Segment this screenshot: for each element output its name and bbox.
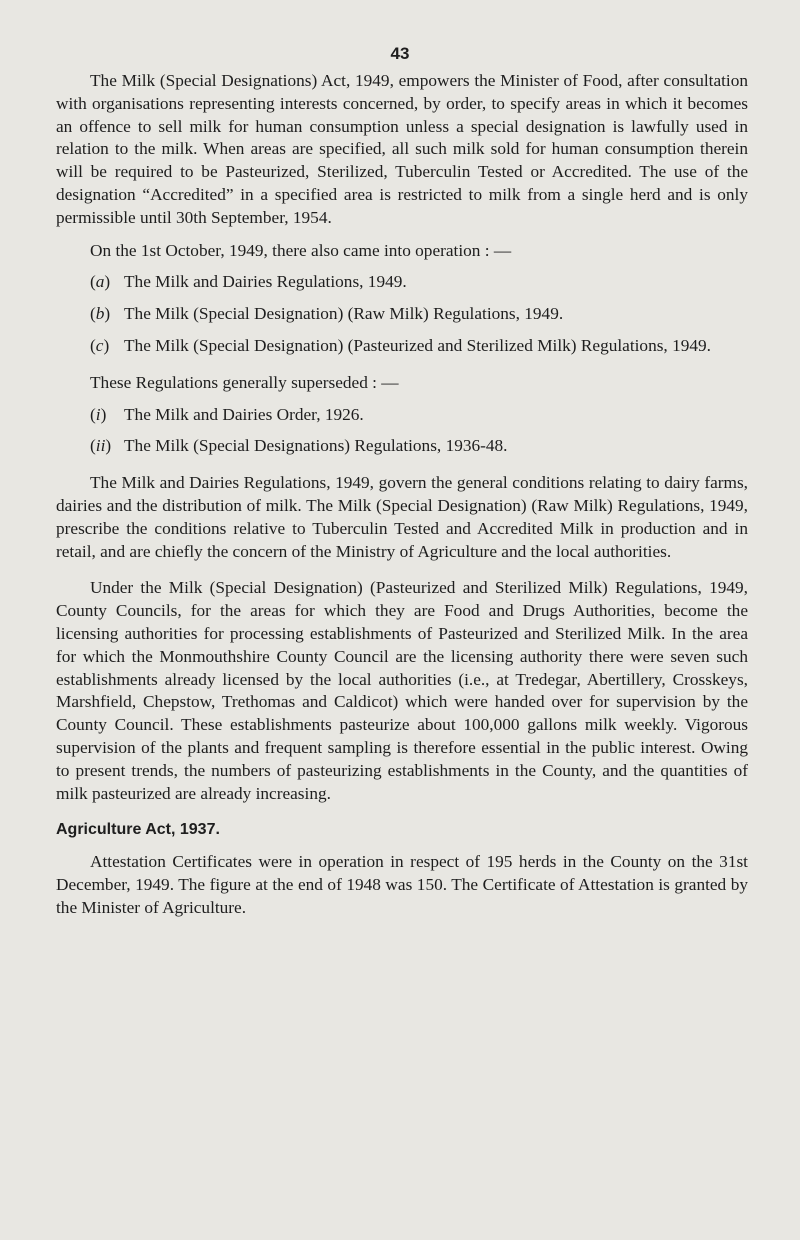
- paragraph-superseded: These Regulations generally superseded : —: [90, 372, 399, 392]
- list-item-label: ii: [95, 436, 106, 456]
- list-item: (a) The Milk and Dairies Regulations, 1949.: [90, 271, 748, 294]
- list-regulations-superseded: [56, 404, 748, 459]
- page-number: 43: [390, 44, 410, 63]
- list-item: (i) The Milk and Dairies Order, 1926.: [90, 404, 748, 427]
- paragraph-came-into-operation: On the 1st October, 1949, there also came into operation : —: [90, 240, 512, 260]
- list-item: (c) The Milk (Special Designation) (Pasteurized and Sterilized Milk) Regulations, 1949.: [90, 335, 748, 358]
- list-item-text: The Milk and Dairies Order, 1926.: [124, 404, 364, 424]
- paragraph-attestation: Attestation Certificates were in operation in respect of 195 herds in the County on the 31st December, 1949. The figure at the end of 1948 was 150. The Certificate of Attestation is granted by the Minister of Agriculture.: [56, 852, 748, 917]
- list-item: (b) The Milk (Special Designation) (Raw Milk) Regulations, 1949.: [90, 303, 748, 326]
- paragraph-milk-act: The Milk (Special Designations) Act, 1949, empowers the Minister of Food, after consultation with organisations representing interests concerned, by order, to specify areas in which it becomes an offence to sell milk for human consumption unless a special designation is lawfully used in relation to the milk. When areas are specified, all such milk sold for human consumption therein will be required to be Pasteurized, Sterilized, Tuberculin Tested or Accredited. The use of the designation “Accredited” in a specified area is restricted to milk from a single herd and is only permissible until 30th September, 1954.: [56, 71, 748, 227]
- list-item-label: b: [95, 304, 105, 324]
- list-item-text: The Milk (Special Designation) (Raw Milk) Regulations, 1949.: [124, 304, 564, 324]
- list-item-text: The Milk and Dairies Regulations, 1949.: [124, 272, 407, 292]
- list-item-text: The Milk (Special Designations) Regulations, 1936-48.: [124, 436, 508, 456]
- list-item: (ii) The Milk (Special Designations) Regulations, 1936-48.: [90, 435, 748, 458]
- list-regulations-operation: [56, 271, 748, 357]
- list-item-text: The Milk (Special Designation) (Pasteurized and Sterilized Milk) Regulations, 1949.: [124, 335, 711, 355]
- section-heading-agriculture-act: Agriculture Act, 1937.: [56, 821, 220, 839]
- list-item-label: i: [95, 404, 101, 424]
- list-item-label: a: [95, 272, 105, 292]
- paragraph-pasteurized-sterilized: Under the Milk (Special Designation) (Pasteurized and Sterilized Milk) Regulations, 1949, County Councils, for the areas for which they are Food and Drugs Authorities, become the licensing authorities for processing establishments of Pasteurized and Sterilized Milk. In the area for which the Monmouthshire County Council are the licensing authority there were seven such establishments already licensed by the local authorities (i.e., at Tredegar, Abertillery, Crosskeys, Marshfield, Chepstow, Trethomas and Caldicot) which were handed over for supervision by the County Council. These establishments pasteurize about 100,000 gallons milk weekly. Vigorous supervision of the plants and frequent sampling is therefore essential in the public interest. Owing to present trends, the numbers of pasteurizing establishments in the County, and the quantities of milk pasteurized are already increasing.: [56, 578, 748, 803]
- list-item-label: c: [95, 335, 104, 355]
- paragraph-milk-dairies-regulations: The Milk and Dairies Regulations, 1949, govern the general conditions relating to dairy farms, dairies and the distribution of milk. The Milk (Special Designation) (Raw Milk) Regulations, 1949, prescribe the conditions relative to Tuberculin Tested and Accredited Milk in production and in retail, and are chiefly the concern of the Ministry of Agriculture and the local authorities.: [56, 473, 748, 561]
